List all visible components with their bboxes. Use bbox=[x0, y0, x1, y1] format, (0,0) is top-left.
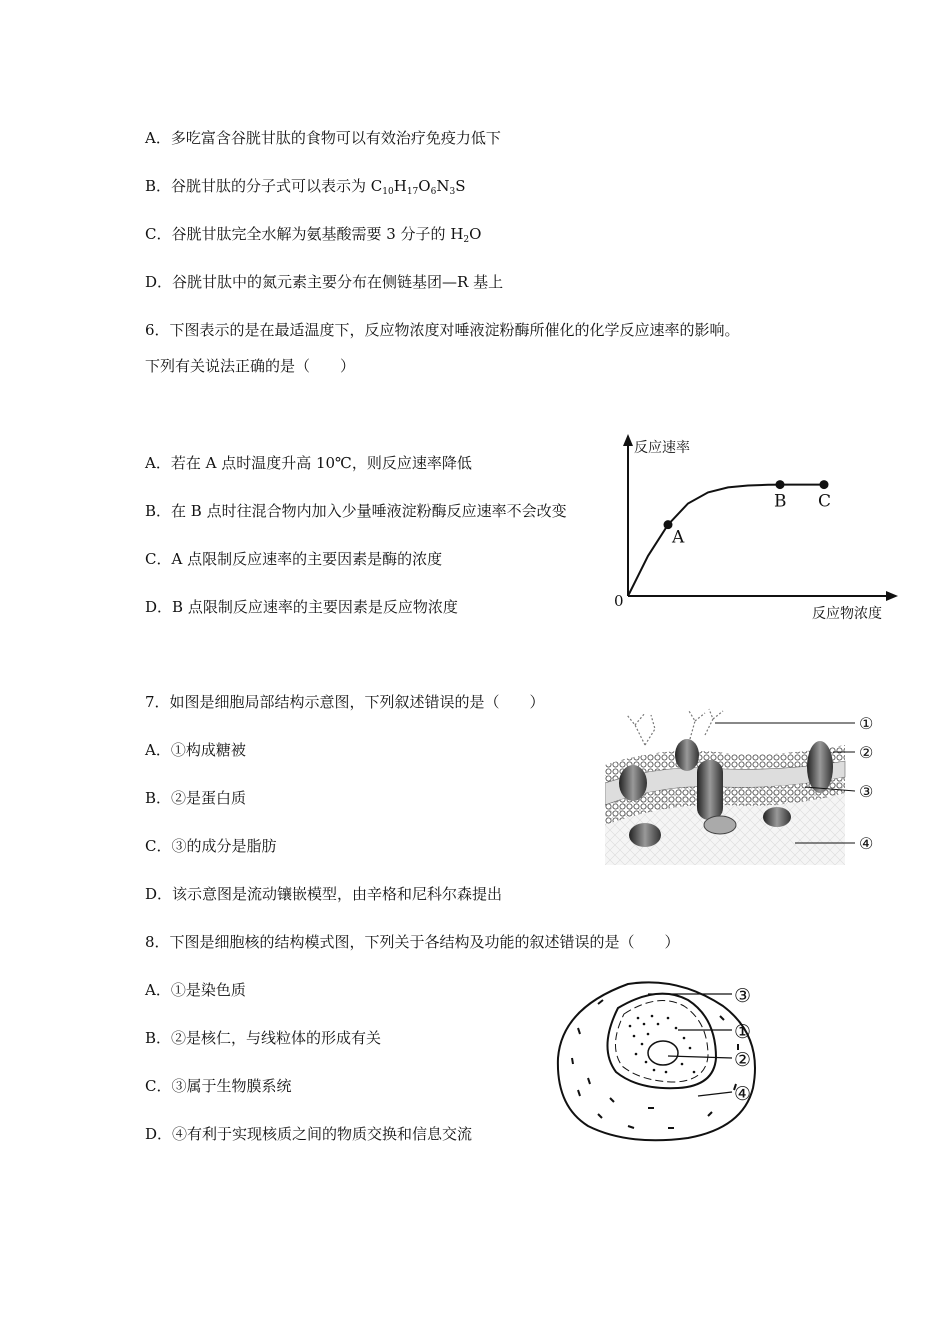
q6-stem-line2: 下列有关说法正确的是（ ） bbox=[145, 357, 356, 375]
x-axis-label: 反应物浓度 bbox=[812, 606, 882, 622]
protein bbox=[697, 760, 723, 820]
protein bbox=[763, 807, 791, 827]
fig-label-4: ④ bbox=[734, 1083, 752, 1105]
fig-label-3: ③ bbox=[859, 782, 874, 801]
q7-membrane-figure bbox=[605, 705, 885, 867]
q5-formula-h: H bbox=[393, 177, 407, 195]
q5-option-a: A．多吃富含谷胱甘肽的食物可以有效治疗免疫力低下 bbox=[145, 129, 501, 147]
origin-label: 0 bbox=[614, 592, 624, 610]
q7-option-d: D．该示意图是流动镶嵌模型，由辛格和尼科尔森提出 bbox=[145, 885, 503, 903]
q5-formula-n: N bbox=[436, 177, 450, 195]
q8-option-d: D．④有利于实现核质之间的物质交换和信息交流 bbox=[145, 1125, 473, 1143]
q5-option-d: D．谷胱甘肽中的氮元素主要分布在侧链基团—R 基上 bbox=[145, 273, 504, 291]
protein bbox=[629, 823, 661, 847]
nucleolus bbox=[648, 1041, 678, 1065]
fig-label-3: ③ bbox=[734, 985, 752, 1007]
protein bbox=[704, 816, 736, 834]
q5-option-c bbox=[145, 224, 481, 244]
q7-stem: 7．如图是细胞局部结构示意图，下列叙述错误的是（ ） bbox=[145, 693, 545, 711]
q5-sub-o: 6 bbox=[430, 187, 437, 197]
q6-option-c: C．A 点限制反应速率的主要因素是酶的浓度 bbox=[145, 550, 443, 568]
q6-rate-chart bbox=[600, 430, 900, 630]
point-b bbox=[776, 480, 785, 489]
q5-sub-c: 10 bbox=[382, 187, 394, 197]
q5-option-c-text: C．谷胱甘肽完全水解为氨基酸需要 3 分子的 H bbox=[145, 225, 464, 243]
fig-label-2: ② bbox=[859, 743, 874, 762]
protein bbox=[675, 739, 699, 771]
rate-curve bbox=[628, 485, 828, 596]
q5-formula-o: O bbox=[418, 177, 431, 195]
q7-option-c: C．③的成分是脂肪 bbox=[145, 837, 277, 855]
point-b-label: B bbox=[774, 491, 787, 512]
point-c-label: C bbox=[818, 491, 832, 512]
y-axis-arrow bbox=[623, 434, 633, 446]
q6-option-b: B．在 B 点时往混合物内加入少量唾液淀粉酶反应速率不会改变 bbox=[145, 502, 567, 520]
protein bbox=[619, 765, 647, 801]
point-c bbox=[820, 480, 829, 489]
protein bbox=[807, 741, 833, 793]
x-axis-arrow bbox=[886, 591, 898, 601]
q5-formula-o2: O bbox=[469, 225, 482, 243]
q8-option-a: A．①是染色质 bbox=[145, 981, 246, 999]
fig-label-1: ① bbox=[734, 1021, 752, 1043]
q5-sub-n: 3 bbox=[449, 187, 456, 197]
q5-formula-s: S bbox=[455, 177, 466, 195]
fig-label-1: ① bbox=[859, 714, 874, 733]
q8-nucleus-figure bbox=[548, 978, 788, 1143]
q6-stem-line1: 6．下图表示的是在最适温度下，反应物浓度对唾液淀粉酶所催化的化学反应速率的影响。 bbox=[145, 321, 740, 339]
point-a-label: A bbox=[672, 527, 685, 548]
q5-sub-h: 17 bbox=[406, 187, 419, 197]
glycocalyx-chains bbox=[627, 709, 723, 745]
q6-option-a: A．若在 A 点时温度升高 10℃，则反应速率降低 bbox=[145, 454, 472, 472]
q8-option-b: B．②是核仁，与线粒体的形成有关 bbox=[145, 1029, 382, 1047]
q7-option-b: B．②是蛋白质 bbox=[145, 789, 247, 807]
fig-label-4: ④ bbox=[859, 834, 874, 853]
q6-option-d: D．B 点限制反应速率的主要因素是反应物浓度 bbox=[145, 598, 458, 616]
q8-stem: 8．下图是细胞核的结构模式图，下列关于各结构及功能的叙述错误的是（ ） bbox=[145, 933, 680, 951]
q5-option-b bbox=[145, 176, 465, 196]
fig-label-2: ② bbox=[734, 1049, 752, 1071]
y-axis-label: 反应速率 bbox=[634, 440, 690, 456]
q7-option-a: A．①构成糖被 bbox=[145, 741, 246, 759]
q8-option-c: C．③属于生物膜系统 bbox=[145, 1077, 292, 1095]
q5-option-b-text: B．谷胱甘肽的分子式可以表示为 C bbox=[145, 177, 383, 195]
q5-sub-h2o: 2 bbox=[463, 235, 470, 245]
